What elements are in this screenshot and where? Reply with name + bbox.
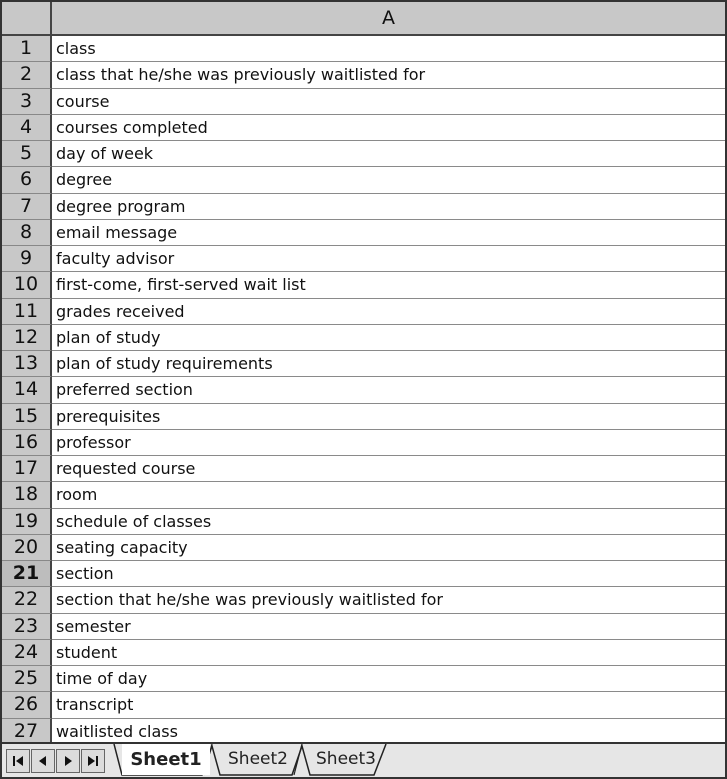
table-row xyxy=(2,246,725,272)
row-header[interactable]: 18 xyxy=(2,482,52,508)
header-row xyxy=(2,2,725,36)
cell[interactable]: transcript xyxy=(52,692,725,718)
tab-sheet2[interactable]: Sheet2 xyxy=(228,749,288,769)
tab-sheet1[interactable]: Sheet1 xyxy=(122,744,210,775)
table-row xyxy=(2,404,725,430)
row-header[interactable]: 13 xyxy=(2,351,52,377)
row-header[interactable]: 19 xyxy=(2,509,52,535)
table-row xyxy=(2,194,725,220)
last-sheet-icon xyxy=(86,754,100,768)
row-header[interactable]: 24 xyxy=(2,640,52,666)
row-header[interactable]: 23 xyxy=(2,614,52,640)
cell[interactable]: semester xyxy=(52,614,725,640)
cell[interactable]: degree xyxy=(52,167,725,193)
row-header[interactable]: 21 xyxy=(2,561,52,587)
cell[interactable]: section that he/she was previously waitlisted for xyxy=(52,587,725,613)
table-row xyxy=(2,482,725,508)
rows-container xyxy=(2,36,725,742)
cell[interactable]: section xyxy=(52,561,725,587)
table-row xyxy=(2,719,725,743)
prev-sheet-icon xyxy=(36,754,50,768)
cell[interactable]: requested course xyxy=(52,456,725,482)
last-sheet-button[interactable] xyxy=(81,749,105,773)
table-row xyxy=(2,220,725,246)
row-header[interactable]: 1 xyxy=(2,36,52,62)
cell[interactable]: professor xyxy=(52,430,725,456)
row-header[interactable]: 27 xyxy=(2,719,52,743)
table-row xyxy=(2,587,725,613)
column-header-a[interactable]: A xyxy=(52,2,725,36)
table-row xyxy=(2,351,725,377)
row-header[interactable]: 7 xyxy=(2,194,52,220)
row-header[interactable]: 15 xyxy=(2,404,52,430)
row-header[interactable]: 26 xyxy=(2,692,52,718)
sheet-tab-bar xyxy=(0,742,727,779)
table-row xyxy=(2,666,725,692)
cell[interactable]: class xyxy=(52,36,725,62)
table-row xyxy=(2,167,725,193)
sheet-nav-buttons xyxy=(6,749,106,775)
row-header[interactable]: 9 xyxy=(2,246,52,272)
cell[interactable]: class that he/she was previously waitlisted for xyxy=(52,62,725,88)
row-header[interactable]: 5 xyxy=(2,141,52,167)
first-sheet-button[interactable] xyxy=(6,749,30,773)
row-header[interactable]: 10 xyxy=(2,272,52,298)
row-header[interactable]: 17 xyxy=(2,456,52,482)
cell[interactable]: waitlisted class xyxy=(52,719,725,743)
table-row xyxy=(2,640,725,666)
cell[interactable]: schedule of classes xyxy=(52,509,725,535)
table-row xyxy=(2,614,725,640)
table-row xyxy=(2,377,725,403)
row-header[interactable]: 14 xyxy=(2,377,52,403)
cell[interactable]: email message xyxy=(52,220,725,246)
row-header[interactable]: 6 xyxy=(2,167,52,193)
table-row xyxy=(2,299,725,325)
table-row xyxy=(2,692,725,718)
table-row xyxy=(2,325,725,351)
cell[interactable]: plan of study requirements xyxy=(52,351,725,377)
table-row xyxy=(2,62,725,88)
table-row xyxy=(2,141,725,167)
cell[interactable]: faculty advisor xyxy=(52,246,725,272)
cell[interactable]: plan of study xyxy=(52,325,725,351)
cell[interactable]: student xyxy=(52,640,725,666)
cell[interactable]: time of day xyxy=(52,666,725,692)
row-header[interactable]: 3 xyxy=(2,89,52,115)
next-sheet-icon xyxy=(61,754,75,768)
table-row xyxy=(2,272,725,298)
prev-sheet-button[interactable] xyxy=(31,749,55,773)
table-row xyxy=(2,456,725,482)
table-row xyxy=(2,89,725,115)
table-row xyxy=(2,115,725,141)
row-header[interactable]: 12 xyxy=(2,325,52,351)
cell[interactable]: grades received xyxy=(52,299,725,325)
cell[interactable]: seating capacity xyxy=(52,535,725,561)
cell[interactable]: courses completed xyxy=(52,115,725,141)
cell[interactable]: first-come, first-served wait list xyxy=(52,272,725,298)
cell[interactable]: day of week xyxy=(52,141,725,167)
row-header[interactable]: 16 xyxy=(2,430,52,456)
cell[interactable]: preferred section xyxy=(52,377,725,403)
row-header[interactable]: 8 xyxy=(2,220,52,246)
table-row xyxy=(2,561,725,587)
cell[interactable]: course xyxy=(52,89,725,115)
cell[interactable]: prerequisites xyxy=(52,404,725,430)
select-all-corner[interactable] xyxy=(2,2,52,36)
tab-sheet3[interactable]: Sheet3 xyxy=(316,749,376,769)
row-header[interactable]: 25 xyxy=(2,666,52,692)
table-row xyxy=(2,509,725,535)
next-sheet-button[interactable] xyxy=(56,749,80,773)
row-header[interactable]: 2 xyxy=(2,62,52,88)
cell[interactable]: degree program xyxy=(52,194,725,220)
row-header[interactable]: 11 xyxy=(2,299,52,325)
row-header[interactable]: 20 xyxy=(2,535,52,561)
first-sheet-icon xyxy=(11,754,25,768)
table-row xyxy=(2,430,725,456)
row-header[interactable]: 4 xyxy=(2,115,52,141)
cell[interactable]: room xyxy=(52,482,725,508)
table-row xyxy=(2,36,725,62)
table-row xyxy=(2,535,725,561)
row-header[interactable]: 22 xyxy=(2,587,52,613)
